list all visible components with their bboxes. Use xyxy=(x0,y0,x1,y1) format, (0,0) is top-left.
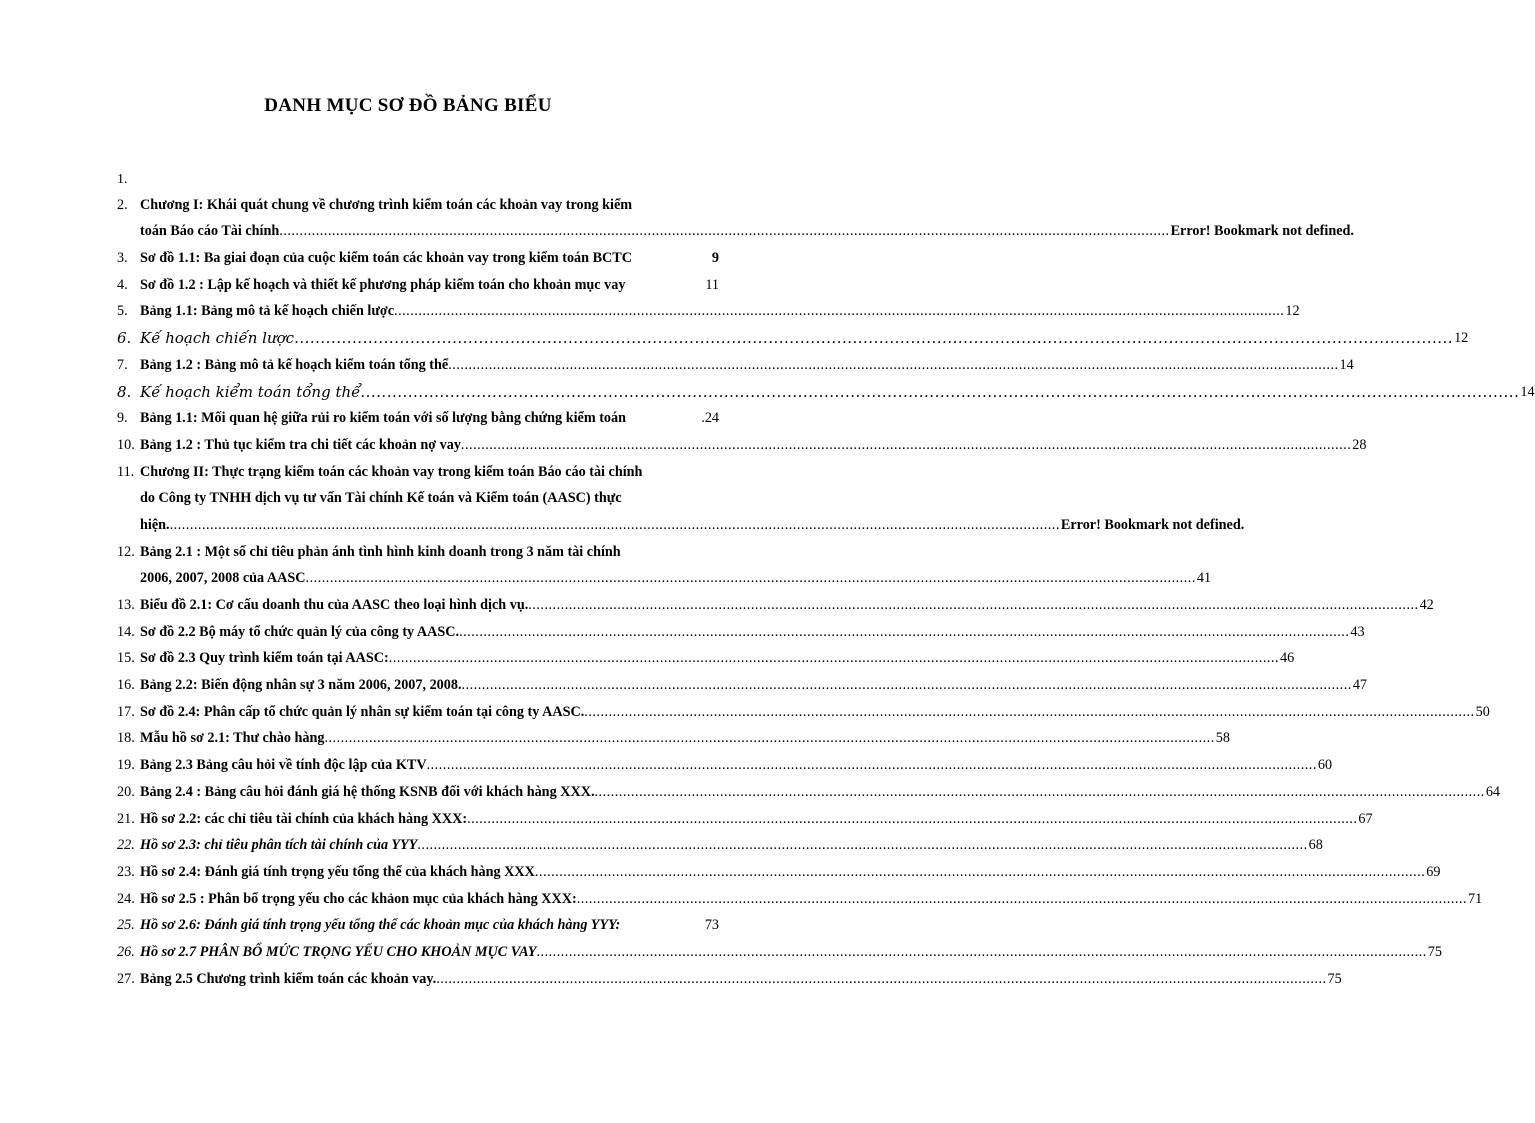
toc-entry[interactable] xyxy=(117,240,719,267)
toc-dot-leader: ............................................................................................................................................................................................................................ xyxy=(536,943,1427,960)
toc-entry-line xyxy=(117,641,1295,668)
toc-entry-number: 24. xyxy=(117,890,135,907)
toc-entry-line xyxy=(117,401,719,428)
toc-entry[interactable] xyxy=(117,587,1434,614)
toc-page-number: 71 xyxy=(1468,890,1483,907)
toc-entry-line xyxy=(117,534,719,561)
toc-entry-number: 8. xyxy=(117,382,132,401)
toc-entry-number: 17. xyxy=(117,703,135,720)
toc-entry-number: 12. xyxy=(117,543,135,560)
toc-dot-leader: ............................................................................................................................................................................................................................ xyxy=(417,837,1308,854)
toc-entry-number: 11. xyxy=(117,463,135,480)
toc-entry-number: 27. xyxy=(117,970,135,987)
toc-entry-number: 10. xyxy=(117,436,135,453)
toc-entry-text: Bảng 2.3 Bảng câu hỏi về tính độc lập của KTV xyxy=(140,757,427,774)
toc-entry-number: 16. xyxy=(117,677,135,694)
toc-entry-line xyxy=(117,347,1354,374)
toc-dot-leader: ............................................................................................................................................................................................................................ xyxy=(534,863,1426,880)
toc-entry[interactable] xyxy=(117,828,1323,855)
toc-entry[interactable] xyxy=(117,454,1245,534)
toc-entry[interactable] xyxy=(117,667,1367,694)
toc-entry-number: 20. xyxy=(117,783,135,800)
toc-page-number: 60 xyxy=(1317,757,1333,774)
toc-dot-leader: ............................................................................................................................................................................................................................ xyxy=(360,382,1520,401)
toc-entry-text: Bảng 1.2 : Bảng mô tả kế hoạch kiểm toán tổng thể xyxy=(140,356,449,373)
toc-entry-number: 14. xyxy=(117,623,135,640)
toc-entry-text: Bảng 1.1: Bảng mô tả kế hoạch chiến lược xyxy=(140,303,395,320)
toc-entry[interactable] xyxy=(117,614,1365,641)
toc-entry-text: Bảng 2.2: Biến động nhân sự 3 năm 2006, 2007, 2008. xyxy=(140,677,462,694)
toc-dot-leader: ............................................................................................................................................................................................................................ xyxy=(169,516,1060,533)
toc-dot-leader: ............................................................................................................................................................................................................................ xyxy=(388,650,1279,667)
toc-entry-text: Biểu đồ 2.1: Cơ cấu doanh thu của AASC theo loại hình dịch vụ. xyxy=(140,597,529,613)
toc-entry-text: Kế hoạch kiểm toán tổng thể xyxy=(140,382,361,401)
toc-entry-line xyxy=(117,774,1500,801)
toc-page-number: Error! Bookmark not defined. xyxy=(1060,516,1245,533)
toc-entry-number: 4. xyxy=(117,276,128,293)
toc-page-number: 50 xyxy=(1475,703,1490,720)
toc-entry-text: Mẫu hồ sơ 2.1: Thư chào hàng xyxy=(140,730,325,747)
toc-entry[interactable] xyxy=(117,427,1367,454)
toc-dot-leader: ............................................................................................................................................................................................................................ xyxy=(305,570,1196,587)
toc-entry-line xyxy=(117,721,1230,748)
toc-dot-leader: ............................................................................................................................................................................................................................ xyxy=(584,703,1475,720)
toc-entry-line xyxy=(117,427,1367,454)
toc-entry[interactable] xyxy=(117,934,1442,961)
toc-entry-line xyxy=(117,320,1469,348)
toc-entry-line xyxy=(117,854,1441,881)
toc-entry-text: Sơ đồ 2.4: Phân cấp tổ chức quản lý nhân sự kiểm toán tại công ty AASC. xyxy=(140,703,585,720)
toc-page-number: 9 xyxy=(711,250,719,267)
toc-entry-number: 6. xyxy=(117,329,132,348)
toc-entry-number: 26. xyxy=(117,943,135,960)
toc-entry-line xyxy=(117,561,1212,588)
table-of-contents xyxy=(117,172,1535,988)
toc-entry-number: 21. xyxy=(117,810,135,827)
toc-entry-text: do Công ty TNHH dịch vụ tư vấn Tài chính Kế toán và Kiểm toán (AASC) thực xyxy=(140,490,622,507)
toc-entry[interactable] xyxy=(117,694,1490,721)
toc-entry-text: Bảng 1.1: Mối quan hệ giữa rủi ro kiểm toán với số lượng bằng chứng kiểm toán xyxy=(140,410,626,427)
toc-entry-line xyxy=(117,614,1365,641)
toc-entry[interactable] xyxy=(117,294,1300,321)
toc-entry-number: 22. xyxy=(117,837,135,854)
toc-page-number: 12 xyxy=(1454,330,1469,347)
toc-entry-line xyxy=(117,267,719,294)
toc-entry-line xyxy=(117,747,1333,774)
toc-entry-text: Kế hoạch chiến lược xyxy=(140,329,295,348)
toc-page-number: 73 xyxy=(704,917,719,934)
toc-page-number: 12 xyxy=(1285,303,1300,320)
toc-dot-leader: ............................................................................................................................................................................................................................ xyxy=(436,970,1327,987)
toc-entry-number: 13. xyxy=(117,597,135,613)
toc-entry-text: Sơ đồ 2.3 Quy trình kiểm toán tại AASC: xyxy=(140,650,389,667)
toc-entry[interactable] xyxy=(117,961,1342,988)
toc-entry-text: Sơ đồ 2.2 Bộ máy tổ chức quản lý của công ty AASC. xyxy=(140,623,460,640)
toc-page-number: 14 xyxy=(1520,383,1535,400)
toc-entry-line xyxy=(117,961,1342,988)
toc-page-number: 75 xyxy=(1427,943,1442,960)
toc-entry-text: Sơ đồ 1.1: Ba giai đoạn của cuộc kiểm toán các khoản vay trong kiểm toán BCTC xyxy=(140,250,632,267)
toc-entry-line xyxy=(117,801,1373,828)
toc-dot-leader: ............................................................................................................................................................................................................................ xyxy=(394,303,1285,320)
toc-entry-text: Bảng 2.1 : Một số chỉ tiêu phản ánh tình hình kinh doanh trong 3 năm tài chính xyxy=(140,543,621,560)
toc-entry-line xyxy=(117,694,1490,721)
toc-entry-text: Hồ sơ 2.5 : Phân bổ trọng yếu cho các khảon mục của khách hàng XXX: xyxy=(140,890,577,907)
toc-entry-line xyxy=(117,587,1434,614)
toc-page-number: .24 xyxy=(701,410,719,427)
toc-entry-line xyxy=(117,454,719,481)
toc-entry-line xyxy=(117,187,719,214)
toc-entry-number: 18. xyxy=(117,730,135,747)
toc-entry-number: 25. xyxy=(117,917,135,934)
toc-page-number: 68 xyxy=(1308,837,1323,854)
toc-entry-line xyxy=(117,214,1354,241)
toc-entry[interactable] xyxy=(117,187,1354,240)
toc-entry-line xyxy=(117,934,1442,961)
toc-dot-leader: ............................................................................................................................................................................................................................ xyxy=(461,677,1352,694)
toc-dot-leader: ............................................................................................................................................................................................................................ xyxy=(324,730,1215,747)
toc-entry[interactable] xyxy=(117,801,1373,828)
toc-dot-leader: ............................................................................................................................................................................................................................ xyxy=(528,597,1419,613)
toc-entry[interactable] xyxy=(117,320,1469,348)
toc-page-number: 43 xyxy=(1350,623,1365,640)
toc-page-number: 41 xyxy=(1196,570,1212,587)
toc-entry-number: 9. xyxy=(117,410,128,427)
toc-dot-leader: ............................................................................................................................................................................................................................ xyxy=(594,783,1485,800)
toc-dot-leader: ............................................................................................................................................................................................................................ xyxy=(460,436,1352,453)
toc-page-number: Error! Bookmark not defined. xyxy=(1170,223,1354,240)
toc-entry-number: 1. xyxy=(117,172,128,187)
toc-entry-line xyxy=(117,374,1535,401)
toc-entry-text: Hồ sơ 2.3: chỉ tiêu phân tích tài chính của YYY xyxy=(140,837,418,854)
toc-dot-leader: ............................................................................................................................................................................................................................ xyxy=(467,810,1358,827)
toc-page-number: 58 xyxy=(1215,730,1230,747)
toc-dot-leader: ............................................................................................................................................................................................................................ xyxy=(426,757,1317,774)
toc-entry-text: Bảng 2.5 Chương trình kiểm toán các khoản vay. xyxy=(140,970,437,987)
toc-entry-text: Bảng 1.2 : Thủ tục kiểm tra chi tiết các khoản nợ vay xyxy=(140,436,461,453)
toc-entry-number: 23. xyxy=(117,863,135,880)
toc-page-number: 67 xyxy=(1358,810,1373,827)
toc-entry-line xyxy=(117,908,719,935)
toc-page-number: 42 xyxy=(1419,597,1434,613)
toc-entry-line xyxy=(117,881,1483,908)
toc-entry[interactable] xyxy=(117,374,1535,401)
toc-entry-number: 7. xyxy=(117,356,128,373)
toc-dot-leader: ............................................................................................................................................................................................................................ xyxy=(448,356,1339,373)
toc-entry-text: toán Báo cáo Tài chính xyxy=(140,223,280,240)
toc-entry-line xyxy=(117,240,719,267)
toc-entry-number: 2. xyxy=(117,196,128,213)
toc-entry-line xyxy=(117,828,1323,855)
toc-entry[interactable] xyxy=(117,641,1295,668)
toc-page-number: 14 xyxy=(1339,356,1354,373)
toc-entry[interactable] xyxy=(117,347,1354,374)
toc-entry-line xyxy=(117,667,1367,694)
toc-page-number: 69 xyxy=(1426,863,1441,880)
toc-page-number: 46 xyxy=(1280,650,1295,667)
toc-entry-text: Sơ đồ 1.2 : Lập kế hoạch và thiết kế phương pháp kiểm toán cho khoản mục vay xyxy=(140,276,626,293)
toc-entry-line xyxy=(117,294,1300,321)
toc-page-number: 47 xyxy=(1352,677,1367,694)
toc-entry-text: hiện. xyxy=(140,516,170,533)
toc-page-number: 75 xyxy=(1327,970,1342,987)
page-title: DANH MỤC SƠ ĐỒ BẢNG BIỂU xyxy=(264,95,552,116)
toc-entry[interactable] xyxy=(117,534,1212,587)
toc-entry-empty xyxy=(117,173,719,187)
toc-entry[interactable] xyxy=(117,401,719,428)
toc-entry-number: 19. xyxy=(117,757,135,774)
toc-entry-line xyxy=(117,481,719,508)
toc-entry-text: Hồ sơ 2.2: các chỉ tiêu tài chính của khách hàng XXX: xyxy=(140,810,468,827)
toc-entry-number: 3. xyxy=(117,250,128,267)
toc-entry[interactable] xyxy=(117,721,1230,748)
toc-entry[interactable] xyxy=(117,854,1441,881)
toc-entry[interactable] xyxy=(117,881,1483,908)
toc-dot-leader: ............................................................................................................................................................................................................................ xyxy=(459,623,1350,640)
toc-entry-number: 15. xyxy=(117,650,135,667)
toc-entry-text: Chương I: Khái quát chung về chương trình kiểm toán các khoản vay trong kiểm xyxy=(140,196,633,213)
toc-entry-text: Bảng 2.4 : Bảng câu hỏi đánh giá hệ thống KSNB đối với khách hàng XXX. xyxy=(140,783,595,800)
toc-entry[interactable] xyxy=(117,908,719,935)
toc-entry-text: Chương II: Thực trạng kiểm toán các khoản vay trong kiểm toán Báo cáo tài chính xyxy=(140,463,643,480)
toc-page-number: 64 xyxy=(1485,783,1500,800)
toc-dot-leader: ............................................................................................................................................................................................................................ xyxy=(279,223,1170,240)
toc-entry-text: Hồ sơ 2.7 PHÂN BỔ MỨC TRỌNG YẾU CHO KHOẢN MỤC VAY xyxy=(140,943,537,960)
toc-page-number: 11 xyxy=(705,276,719,293)
toc-entry[interactable] xyxy=(117,267,719,294)
toc-entry-text: 2006, 2007, 2008 của AASC xyxy=(140,570,306,587)
toc-entry-text: Hồ sơ 2.6: Đánh giá tính trọng yếu tổng thể các khoản mục của khách hàng YYY: xyxy=(140,917,621,934)
toc-entry[interactable] xyxy=(117,774,1500,801)
toc-entry-number: 5. xyxy=(117,303,128,320)
toc-page-number: 28 xyxy=(1352,436,1367,453)
toc-dot-leader: ............................................................................................................................................................................................................................ xyxy=(576,890,1467,907)
toc-entry[interactable] xyxy=(117,747,1333,774)
toc-entry-text: Hồ sơ 2.4: Đánh giá tính trọng yếu tổng thể của khách hàng XXX xyxy=(140,863,535,880)
toc-dot-leader: ............................................................................................................................................................................................................................ xyxy=(294,329,1454,348)
toc-entry-line xyxy=(117,507,1245,534)
